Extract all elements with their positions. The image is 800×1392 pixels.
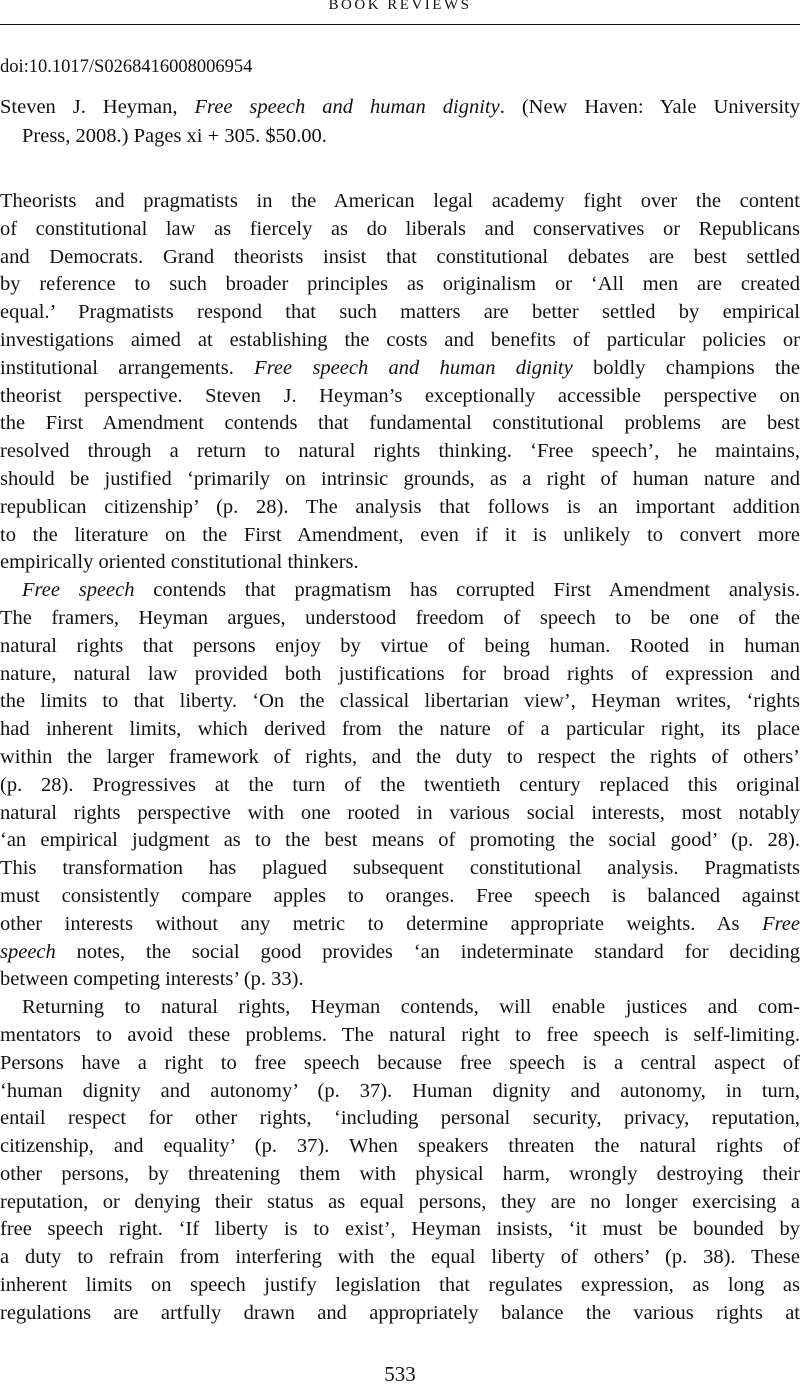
text-line: citizenship, and equality’ (p. 37). When speakers threaten the natural rights of (0, 1135, 800, 1158)
text-line: free speech right. ‘If liberty is to exist’, Heyman insists, ‘it must be bounded by (0, 1218, 800, 1241)
text-line: natural rights that persons enjoy by virtue of being human. Rooted in human (0, 634, 800, 657)
italic-title: speech (0, 940, 56, 963)
text-line: equal.’ Pragmatists respond that such matters are better settled by empirical (0, 301, 800, 324)
text-line: Returning to natural rights, Heyman contends, will enable justices and com- (22, 996, 800, 1019)
text-line: speech notes, the social good provides ‘an indeterminate standard for deciding (0, 940, 800, 963)
text-line: by reference to such broader principles as originalism or ‘All men are created (0, 273, 800, 296)
italic-title: Free speech (22, 579, 135, 602)
text-line: theorist perspective. Steven J. Heyman’s exceptionally accessible perspective on (0, 384, 800, 407)
text-line: to the literature on the First Amendment, even if it is unlikely to convert more (0, 523, 800, 546)
text-line: The framers, Heyman argues, understood freedom of speech to be one of the (0, 606, 800, 629)
text-line: Theorists and pragmatists in the American legal academy fight over the content (0, 190, 800, 212)
text-line: nature, natural law provided both justifications for broad rights of expression and (0, 662, 800, 685)
text-line: ‘an empirical judgment as to the best means of promoting the social good’ (p. 28). (0, 829, 800, 852)
text-line: within the larger framework of rights, and the duty to respect the rights of others’ (0, 745, 800, 768)
text-line: republican citizenship’ (p. 28). The analysis that follows is an important addition (0, 495, 800, 518)
text-line: must consistently compare apples to oranges. Free speech is balanced against (0, 884, 800, 907)
text-line: ‘human dignity and autonomy’ (p. 37). Human dignity and autonomy, in turn, (0, 1079, 800, 1102)
text-line: entail respect for other rights, ‘including personal security, privacy, reputation, (0, 1107, 800, 1130)
citation-publisher: . (New Haven: Yale University (499, 96, 800, 118)
italic-title: Free (762, 912, 800, 935)
running-head: BOOK REVIEWS (328, 0, 472, 13)
text-line: other persons, by threatening them with physical harm, wrongly destroying their (0, 1162, 800, 1185)
text-line: between competing interests’ (p. 33). (0, 968, 304, 991)
text-line: inherent limits on speech justify legislation that regulates expression, as long as (0, 1274, 800, 1297)
text-line: natural rights perspective with one rooted in various social interests, most notably (0, 801, 800, 824)
text-line: and Democrats. Grand theorists insist that constitutional debates are best settled (0, 245, 800, 268)
text-line: investigations aimed at establishing the costs and benefits of particular policies or (0, 328, 800, 351)
text-line: of constitutional law as fiercely as do liberals and conservatives or Republicans (0, 217, 800, 240)
text-line: institutional arrangements. Free speech and human dignity boldly champions the (0, 356, 800, 379)
citation-title: Free speech and human dignity (194, 96, 500, 118)
text-line: a duty to refrain from interfering with the equal liberty of others’ (p. 38). These (0, 1246, 800, 1269)
text-line: This transformation has plagued subsequent constitutional analysis. Pragmatists (0, 857, 800, 880)
book-citation (0, 93, 800, 151)
text-line: should be justified ‘primarily on intrinsic grounds, as a right of human nature and (0, 467, 800, 490)
header-rule (0, 24, 800, 25)
paragraph (0, 577, 800, 994)
text-line: empirically oriented constitutional thinkers. (0, 551, 359, 574)
italic-title: Free speech and human dignity (254, 356, 573, 379)
text-line: (p. 28). Progressives at the turn of the twentieth century replaced this original (0, 773, 800, 796)
citation-line-2: Press, 2008.) Pages xi + 305. $50.00. (22, 125, 327, 147)
text-line: reputation, or denying their status as equal persons, they are no longer exercising a (0, 1190, 800, 1213)
text-line: Persons have a right to free speech because free speech is a central aspect of (0, 1051, 800, 1074)
paragraph (0, 188, 800, 577)
paragraph (0, 994, 800, 1328)
doi: doi:10.1017/S0268416008006954 (0, 57, 253, 77)
text-line: had inherent limits, which derived from the nature of a particular right, its place (0, 718, 800, 741)
text-line: Free speech contends that pragmatism has corrupted First Amendment analysis. (22, 579, 800, 602)
review-body (0, 188, 800, 1328)
text-line: the First Amendment contends that fundamental constitutional problems are best (0, 412, 800, 435)
text-line: resolved through a return to natural rights thinking. ‘Free speech’, he maintains, (0, 440, 800, 463)
text-line: regulations are artfully drawn and appropriately balance the various rights at (0, 1301, 800, 1324)
text-line: mentators to avoid these problems. The natural right to free speech is self-limiting. (0, 1023, 800, 1046)
citation-line-1 (0, 93, 800, 122)
citation-author: Steven J. Heyman, (0, 96, 195, 118)
page-number: 533 (384, 1362, 416, 1386)
text-line: the limits to that liberty. ‘On the classical libertarian view’, Heyman writes, ‘rights (0, 690, 800, 713)
text-line: other interests without any metric to determine appropriate weights. As Free (0, 912, 800, 935)
